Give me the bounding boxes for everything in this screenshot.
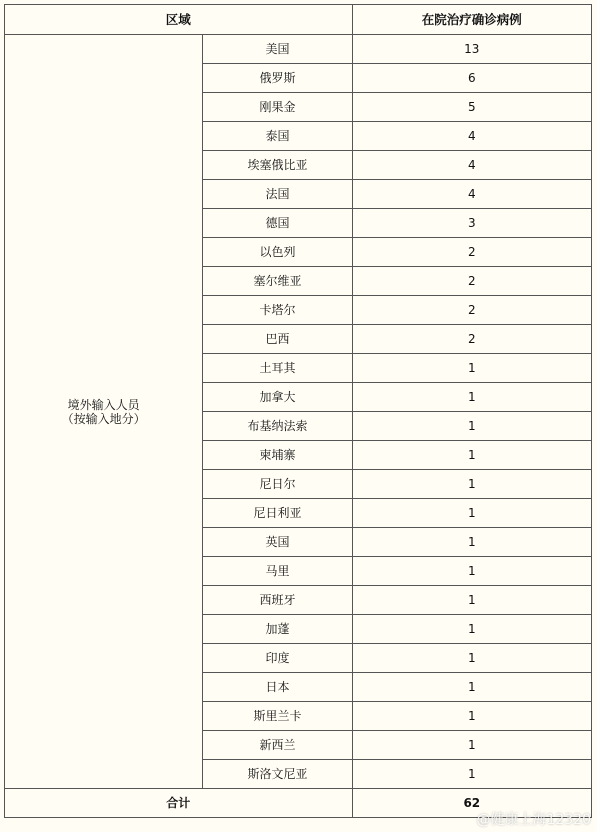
country-cell: 塞尔维亚 (203, 267, 352, 296)
count-cell: 2 (352, 267, 591, 296)
country-cell: 美国 (203, 35, 352, 64)
count-cell: 2 (352, 325, 591, 354)
country-cell: 泰国 (203, 122, 352, 151)
country-cell: 马里 (203, 557, 352, 586)
count-cell: 13 (352, 35, 591, 64)
count-cell: 1 (352, 528, 591, 557)
count-cell: 2 (352, 238, 591, 267)
count-cell: 1 (352, 470, 591, 499)
table-row (5, 35, 592, 64)
count-cell: 4 (352, 122, 591, 151)
country-cell: 土耳其 (203, 354, 352, 383)
count-cell: 4 (352, 151, 591, 180)
country-cell: 新西兰 (203, 731, 352, 760)
count-cell: 1 (352, 499, 591, 528)
count-cell: 5 (352, 93, 591, 122)
country-cell: 埃塞俄比亚 (203, 151, 352, 180)
header-row (5, 5, 592, 35)
count-cell: 1 (352, 644, 591, 673)
group-label-line2: （按输入地分） (61, 411, 146, 426)
count-cell: 1 (352, 760, 591, 789)
count-cell: 1 (352, 702, 591, 731)
watermark: @健康上海12320 (476, 812, 591, 828)
count-cell: 4 (352, 180, 591, 209)
country-cell: 法国 (203, 180, 352, 209)
country-cell: 巴西 (203, 325, 352, 354)
country-cell: 卡塔尔 (203, 296, 352, 325)
total-label: 合计 (5, 789, 353, 818)
header-count: 在院治疗确诊病例 (352, 5, 591, 35)
country-cell: 尼日利亚 (203, 499, 352, 528)
country-cell: 德国 (203, 209, 352, 238)
country-cell: 日本 (203, 673, 352, 702)
count-cell: 1 (352, 731, 591, 760)
country-cell: 加蓬 (203, 615, 352, 644)
country-cell: 俄罗斯 (203, 64, 352, 93)
country-cell: 西班牙 (203, 586, 352, 615)
count-cell: 1 (352, 673, 591, 702)
count-cell: 3 (352, 209, 591, 238)
country-cell: 加拿大 (203, 383, 352, 412)
country-cell: 以色列 (203, 238, 352, 267)
group-label (5, 35, 203, 789)
country-cell: 斯洛文尼亚 (203, 760, 352, 789)
group-label-line1: 境外输入人员 (67, 397, 140, 412)
country-cell: 柬埔寨 (203, 441, 352, 470)
country-cell: 布基纳法索 (203, 412, 352, 441)
header-region: 区域 (5, 5, 353, 35)
count-cell: 1 (352, 441, 591, 470)
country-cell: 印度 (203, 644, 352, 673)
country-cell: 尼日尔 (203, 470, 352, 499)
count-cell: 1 (352, 557, 591, 586)
count-cell: 1 (352, 383, 591, 412)
count-cell: 1 (352, 412, 591, 441)
country-cell: 斯里兰卡 (203, 702, 352, 731)
country-cell: 刚果金 (203, 93, 352, 122)
count-cell: 1 (352, 354, 591, 383)
total-count: 62 (352, 789, 591, 818)
cases-table (4, 4, 592, 818)
count-cell: 1 (352, 615, 591, 644)
count-cell: 2 (352, 296, 591, 325)
country-cell: 英国 (203, 528, 352, 557)
count-cell: 1 (352, 586, 591, 615)
count-cell: 6 (352, 64, 591, 93)
